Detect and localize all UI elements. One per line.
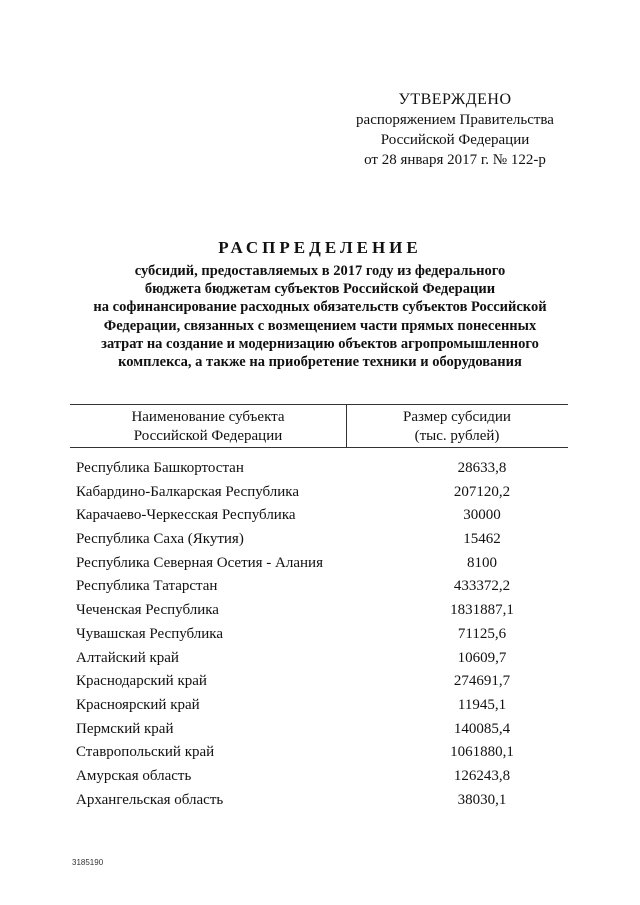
document-title: РАСПРЕДЕЛЕНИЕ [218, 238, 422, 257]
table-row [76, 599, 576, 623]
subsidy-value: 1831887,1 [450, 602, 514, 619]
approval-line-2: Российской Федерации [380, 132, 530, 148]
table-row [76, 694, 576, 718]
subject-name: Красноярский край [76, 696, 200, 713]
table-row [76, 789, 576, 813]
subsidy-value: 28633,8 [457, 460, 507, 476]
subject-name: Пермский край [76, 720, 174, 737]
subject-name: Архангельская область [76, 791, 224, 808]
subject-name: Чувашская Республика [76, 625, 224, 642]
subsidy-value: 30000 [463, 507, 501, 524]
table-row [76, 457, 576, 481]
subsidy-value: 1061880,1 [450, 744, 514, 761]
subsidy-value: 433372,2 [453, 578, 511, 595]
subsidy-value: 38030,1 [457, 791, 507, 808]
subsidy-value: 11945,1 [457, 696, 507, 713]
subtitle-line: Федерации, связанных с возмещением части прямых понесенных [103, 317, 537, 334]
table-header [70, 404, 568, 448]
subsidy-value: 274691,7 [453, 673, 511, 690]
table-row [76, 741, 576, 765]
approval-stamp [330, 90, 580, 170]
table-row [76, 647, 576, 671]
subject-name: Карачаево-Черкесская Республика [76, 507, 296, 524]
subsidy-value: 15462 [463, 531, 501, 548]
table-row [76, 481, 576, 505]
subject-name: Республика Башкортостан [76, 460, 244, 476]
approval-line-1: распоряжением Правительства [356, 112, 554, 128]
subject-name: Чеченская Республика [76, 602, 219, 619]
header-subject-name [70, 408, 346, 446]
subsidy-value: 207120,2 [453, 483, 511, 500]
table-row [76, 552, 576, 576]
header-subject-line-2: Российской Федерации [133, 428, 283, 444]
subject-name: Республика Татарстан [76, 578, 218, 595]
subtitle-line: комплекса, а также на приобретение техники и оборудования [118, 354, 522, 371]
header-subject-line-1: Наименование субъекта [131, 409, 285, 425]
subsidy-value: 8100 [467, 554, 497, 571]
subject-name: Республика Северная Осетия - Алания [76, 554, 323, 571]
table-row [76, 670, 576, 694]
subtitle-line: бюджета бюджетам субъектов Российской Федерации [144, 281, 496, 298]
subtitle-line: затрат на создание и модернизацию объектов агропромышленного [101, 335, 539, 352]
subject-name: Кабардино-Балкарская Республика [76, 483, 300, 500]
table-row [76, 765, 576, 789]
table-row [76, 575, 576, 599]
subtitle-line: на софинансирование расходных обязательств субъектов Российской [93, 299, 547, 316]
subject-name: Республика Саха (Якутия) [76, 531, 244, 548]
approval-word: УТВЕРЖДЕНО [398, 91, 512, 108]
subsidy-value: 140085,4 [453, 720, 511, 737]
subtitle-line: субсидий, предоставляемых в 2017 году из федерального [134, 263, 506, 279]
table-body [76, 457, 576, 812]
table-row [76, 504, 576, 528]
header-subsidy-amount [347, 408, 567, 446]
subject-name: Краснодарский край [76, 673, 207, 690]
header-amount-line-1: Размер субсидии [403, 409, 511, 425]
subject-name: Алтайский край [76, 649, 179, 666]
subject-name: Ставропольский край [76, 744, 215, 761]
subsidy-value: 71125,6 [457, 625, 507, 642]
subsidy-value: 10609,7 [457, 649, 507, 666]
table-row [76, 718, 576, 742]
document-subtitle [60, 262, 580, 371]
subject-name: Амурская область [76, 767, 192, 784]
table-row [76, 623, 576, 647]
header-amount-line-2: (тыс. рублей) [414, 428, 500, 444]
approval-line-3: от 28 января 2017 г. № 122-р [364, 152, 546, 168]
document-code: 3185190 [72, 858, 104, 867]
table-row [76, 528, 576, 552]
subsidy-value: 126243,8 [453, 767, 511, 784]
